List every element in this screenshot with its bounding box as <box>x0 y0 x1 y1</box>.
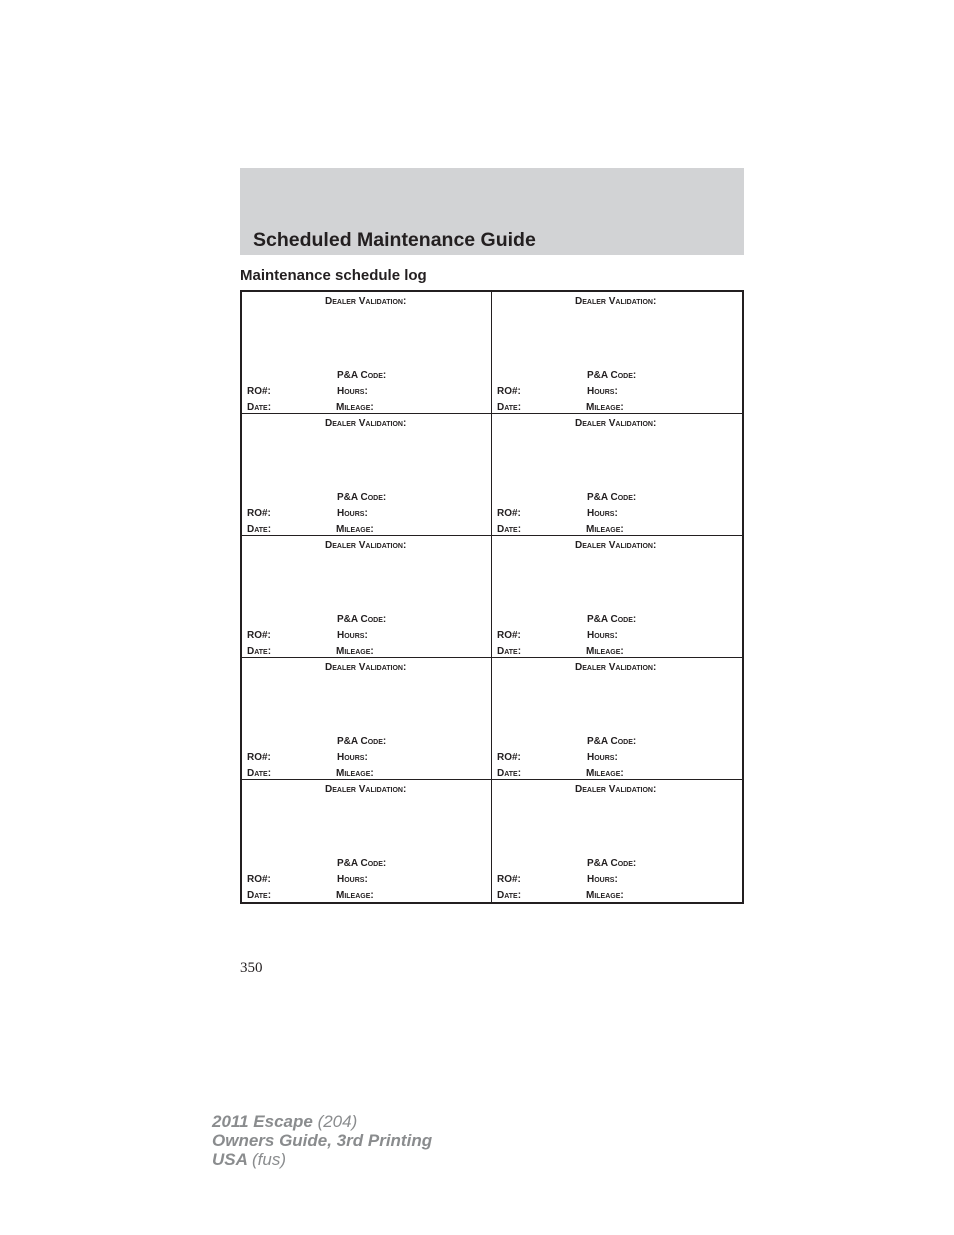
footer-line-2: Owners Guide, 3rd Printing <box>212 1131 433 1150</box>
footer-model: 2011 Escape <box>212 1112 313 1131</box>
log-entry-cell <box>242 658 492 780</box>
mileage-label: Mileage: <box>336 768 374 779</box>
log-entry-cell <box>242 414 492 536</box>
mileage-label: Mileage: <box>586 402 624 413</box>
dealer-validation-label: Dealer Validation: <box>325 662 407 673</box>
pa-code-label: P&A Code: <box>337 614 387 625</box>
date-label: Date: <box>497 890 522 901</box>
hours-label: Hours: <box>587 752 618 763</box>
header-band <box>240 168 744 255</box>
page-title: Scheduled Maintenance Guide <box>253 229 536 251</box>
dealer-validation-label: Dealer Validation: <box>575 296 657 307</box>
log-entry-cell <box>492 780 742 902</box>
date-label: Date: <box>247 402 272 413</box>
dealer-validation-label: Dealer Validation: <box>575 540 657 551</box>
ro-number-label: RO#: <box>247 630 271 641</box>
pa-code-label: P&A Code: <box>337 736 387 747</box>
mileage-label: Mileage: <box>336 646 374 657</box>
dealer-validation-label: Dealer Validation: <box>575 418 657 429</box>
date-label: Date: <box>497 402 522 413</box>
date-label: Date: <box>497 646 522 657</box>
page-number: 350 <box>240 960 263 976</box>
pa-code-label: P&A Code: <box>337 858 387 869</box>
ro-number-label: RO#: <box>497 386 521 397</box>
mileage-label: Mileage: <box>586 646 624 657</box>
date-label: Date: <box>497 524 522 535</box>
ro-number-label: RO#: <box>247 508 271 519</box>
dealer-validation-label: Dealer Validation: <box>325 418 407 429</box>
mileage-label: Mileage: <box>336 402 374 413</box>
ro-number-label: RO#: <box>497 874 521 885</box>
pa-code-label: P&A Code: <box>337 370 387 381</box>
log-entry-cell <box>242 780 492 902</box>
hours-label: Hours: <box>337 386 368 397</box>
pa-code-label: P&A Code: <box>587 492 637 503</box>
ro-number-label: RO#: <box>247 752 271 763</box>
hours-label: Hours: <box>337 874 368 885</box>
mileage-label: Mileage: <box>336 524 374 535</box>
maintenance-log-grid <box>240 290 744 904</box>
hours-label: Hours: <box>587 386 618 397</box>
pa-code-label: P&A Code: <box>587 736 637 747</box>
footer-model-code: (204) <box>317 1112 358 1131</box>
hours-label: Hours: <box>587 630 618 641</box>
log-entry-cell <box>492 658 742 780</box>
dealer-validation-label: Dealer Validation: <box>575 662 657 673</box>
ro-number-label: RO#: <box>497 508 521 519</box>
log-entry-cell <box>242 292 492 414</box>
hours-label: Hours: <box>337 508 368 519</box>
date-label: Date: <box>497 768 522 779</box>
dealer-validation-label: Dealer Validation: <box>325 296 407 307</box>
ro-number-label: RO#: <box>497 752 521 763</box>
log-entry-cell <box>492 536 742 658</box>
pa-code-label: P&A Code: <box>337 492 387 503</box>
ro-number-label: RO#: <box>247 386 271 397</box>
hours-label: Hours: <box>337 752 368 763</box>
pa-code-label: P&A Code: <box>587 614 637 625</box>
section-title: Maintenance schedule log <box>240 267 427 284</box>
hours-label: Hours: <box>587 508 618 519</box>
footer-info <box>212 1112 432 1169</box>
mileage-label: Mileage: <box>586 524 624 535</box>
mileage-label: Mileage: <box>586 890 624 901</box>
hours-label: Hours: <box>337 630 368 641</box>
dealer-validation-label: Dealer Validation: <box>575 784 657 795</box>
date-label: Date: <box>247 646 272 657</box>
ro-number-label: RO#: <box>497 630 521 641</box>
log-entry-cell <box>492 292 742 414</box>
pa-code-label: P&A Code: <box>587 370 637 381</box>
footer-line-3 <box>212 1150 432 1169</box>
date-label: Date: <box>247 890 272 901</box>
date-label: Date: <box>247 768 272 779</box>
log-entry-cell <box>492 414 742 536</box>
mileage-label: Mileage: <box>586 768 624 779</box>
mileage-label: Mileage: <box>336 890 374 901</box>
log-entry-cell <box>242 536 492 658</box>
footer-market-code: (fus) <box>252 1150 286 1169</box>
footer-line-1 <box>212 1112 432 1131</box>
ro-number-label: RO#: <box>247 874 271 885</box>
pa-code-label: P&A Code: <box>587 858 637 869</box>
dealer-validation-label: Dealer Validation: <box>325 784 407 795</box>
hours-label: Hours: <box>587 874 618 885</box>
footer-market: USA <box>212 1150 248 1169</box>
dealer-validation-label: Dealer Validation: <box>325 540 407 551</box>
date-label: Date: <box>247 524 272 535</box>
